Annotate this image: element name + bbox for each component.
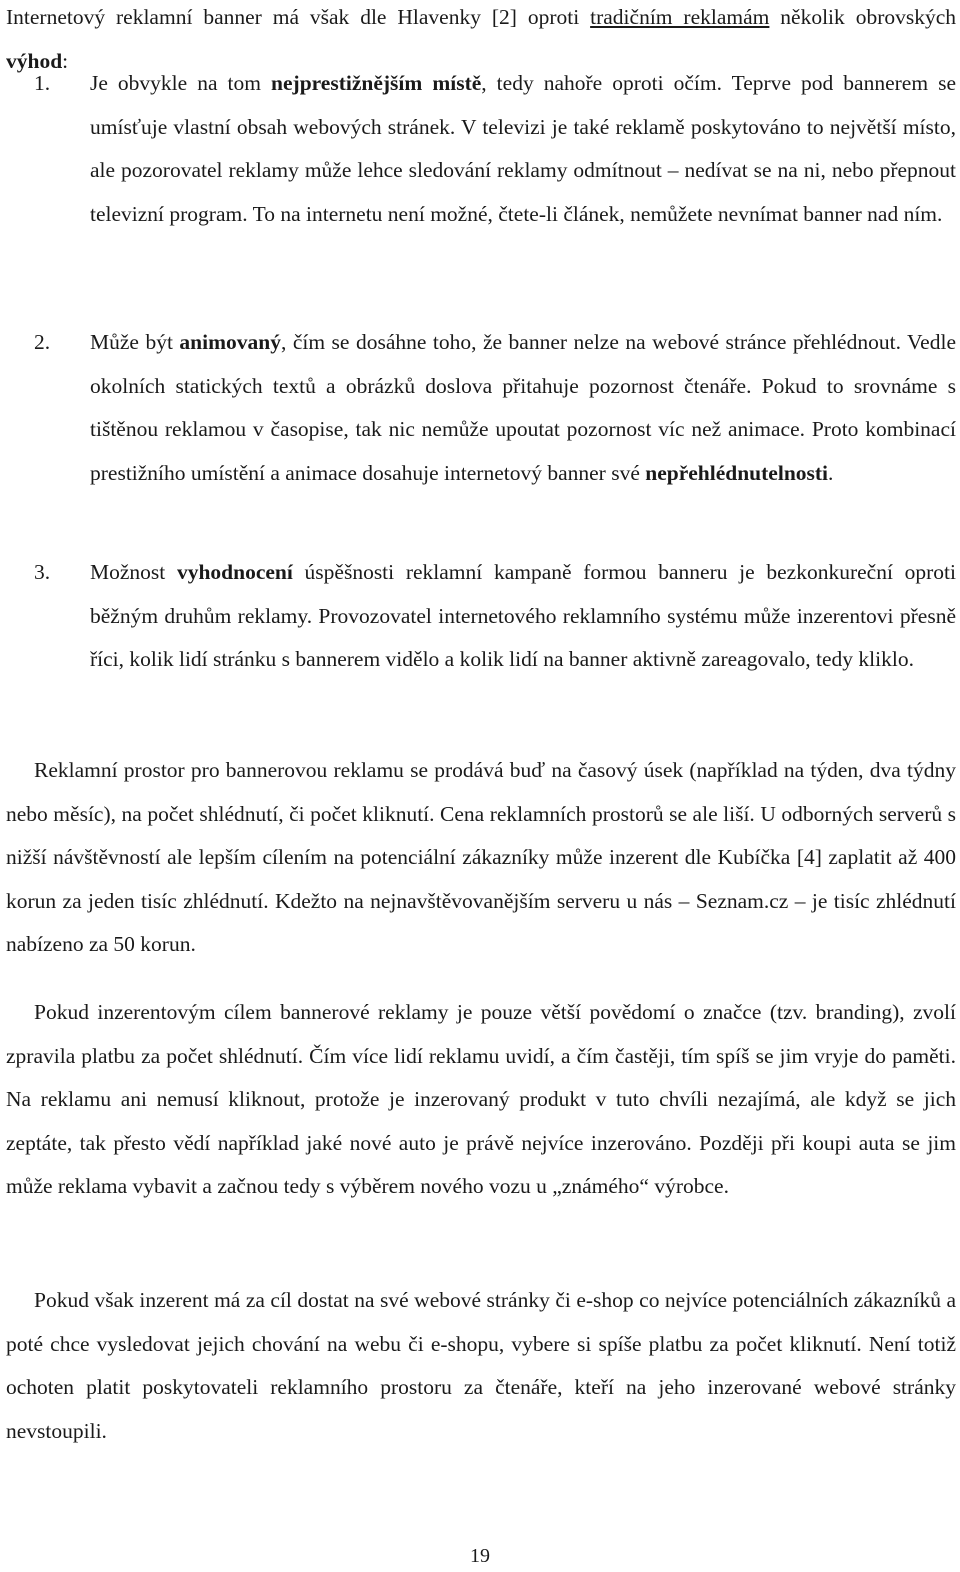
list-item-text-2: , tedy nahoře oproti očím. Teprve pod bannerem se umísťuje vlastní obsah webových stránek. V televizi je také reklamě poskytováno to největší místo, ale pozorovatel reklamy může lehce sledování reklamy odmítnout – nedívat se na ni, nebo přepnout televizní program. To na internetu není možné, čtete-li článek, nemůžete nevnímat banner nad ním. xyxy=(90,71,956,226)
intro-text: Internetový reklamní banner má však dle Hlavenky [2] oproti xyxy=(6,5,591,29)
list-item-text-3: . xyxy=(828,460,834,485)
list-item-number: 3. xyxy=(34,560,51,584)
list-item xyxy=(34,321,956,495)
list-item-text: Možnost xyxy=(90,560,177,584)
list-item xyxy=(34,62,956,236)
paragraph-pay-per-click: Pokud však inzerent má za cíl dostat na své webové stránky či e-shop co nejvíce potenciálních zákazníků a poté chce vysledovat jejich chování na webu či e-shopu, vybere si spíše platbu za počet kliknutí. Není totiž ochoten platit poskytovateli reklamního prostoru za čtenáře, kteří na jeho inzerované webové stránky nevstoupili. xyxy=(6,1288,956,1443)
page-number: 19 xyxy=(470,1545,490,1567)
list-item xyxy=(34,551,956,682)
list-item-bold-2: nepřehlédnutelnosti xyxy=(645,460,829,485)
list-item-bold: nejprestižnějším místě xyxy=(271,71,482,95)
list-item-number: 1. xyxy=(34,71,51,95)
intro-colon: : xyxy=(62,48,69,73)
list-item-bold: vyhodnocení xyxy=(176,560,293,584)
list-item-bold: animovaný xyxy=(179,330,281,354)
paragraph-branding: Pokud inzerentovým cílem bannerové reklamy je pouze větší povědomí o značce (tzv. branding), zvolí zpravila platbu za počet shlédnutí. Čím více lidí reklamu uvidí, a čím častěji, tím spíš se jim vryje do paměti. Na reklamu ani nemusí kliknout, protože je inzerovaný produkt v tuto chvíli nezajímá, ale když se jich zeptáte, tak přesto vědí například jaké nové auto je právě nejvíce inzerováno. Později při koupi auta se jim může reklama vybavit a začnou tedy s výběrem nového vozu u „známého“ výrobce. xyxy=(6,1000,956,1199)
paragraph-ad-pricing: Reklamní prostor pro bannerovou reklamu se prodává buď na časový úsek (například na týden, dva týdny nebo měsíc), na počet shlédnutí, či počet kliknutí. Cena reklamních prostorů se ale liší. U odborných serverů s nižší návštěvností ale lepším cílením na potenciální zákazníky může inzerent dle Kubíčka [4] zaplatit až 400 korun za jeden tisíc zhlédnutí. Kdežto na nejnavštěvovanějším serveru u nás – Seznam.cz – je tisíc zhlédnutí nabízeno za 50 korun. xyxy=(6,758,956,957)
intro-bold-word: výhod xyxy=(6,48,63,73)
list-item-text: Může být xyxy=(90,330,180,354)
list-item-text-2: úspěšnosti reklamní kampaně formou banneru je bezkonkureční oproti běžným druhům reklamy. Provozovatel internetového reklamního systému může inzerentovi přesně říci, kolik lidí stránku s bannerem vidělo a kolik lidí na banner aktivně zareagovalo, tedy kliklo. xyxy=(90,560,956,672)
list-item-text-2: , čím se dosáhne toho, že banner nelze na webové stránce přehlédnout. Vedle okolních statických textů a obrázků doslova přitahuje pozornost čtenáře. Pokud to srovnáme s tištěnou reklamou v časopise, tak nic nemůže upoutat pozornost víc než animace. Proto kombinací prestižního umístění a animace dosahuje internetový banner své xyxy=(90,330,956,485)
list-item-number: 2. xyxy=(34,330,51,354)
intro-text-2: několik obrovských xyxy=(769,5,957,29)
intro-underlined-phrase: tradičním reklamám xyxy=(590,5,770,29)
list-item-text: Je obvykle na tom xyxy=(90,71,272,95)
